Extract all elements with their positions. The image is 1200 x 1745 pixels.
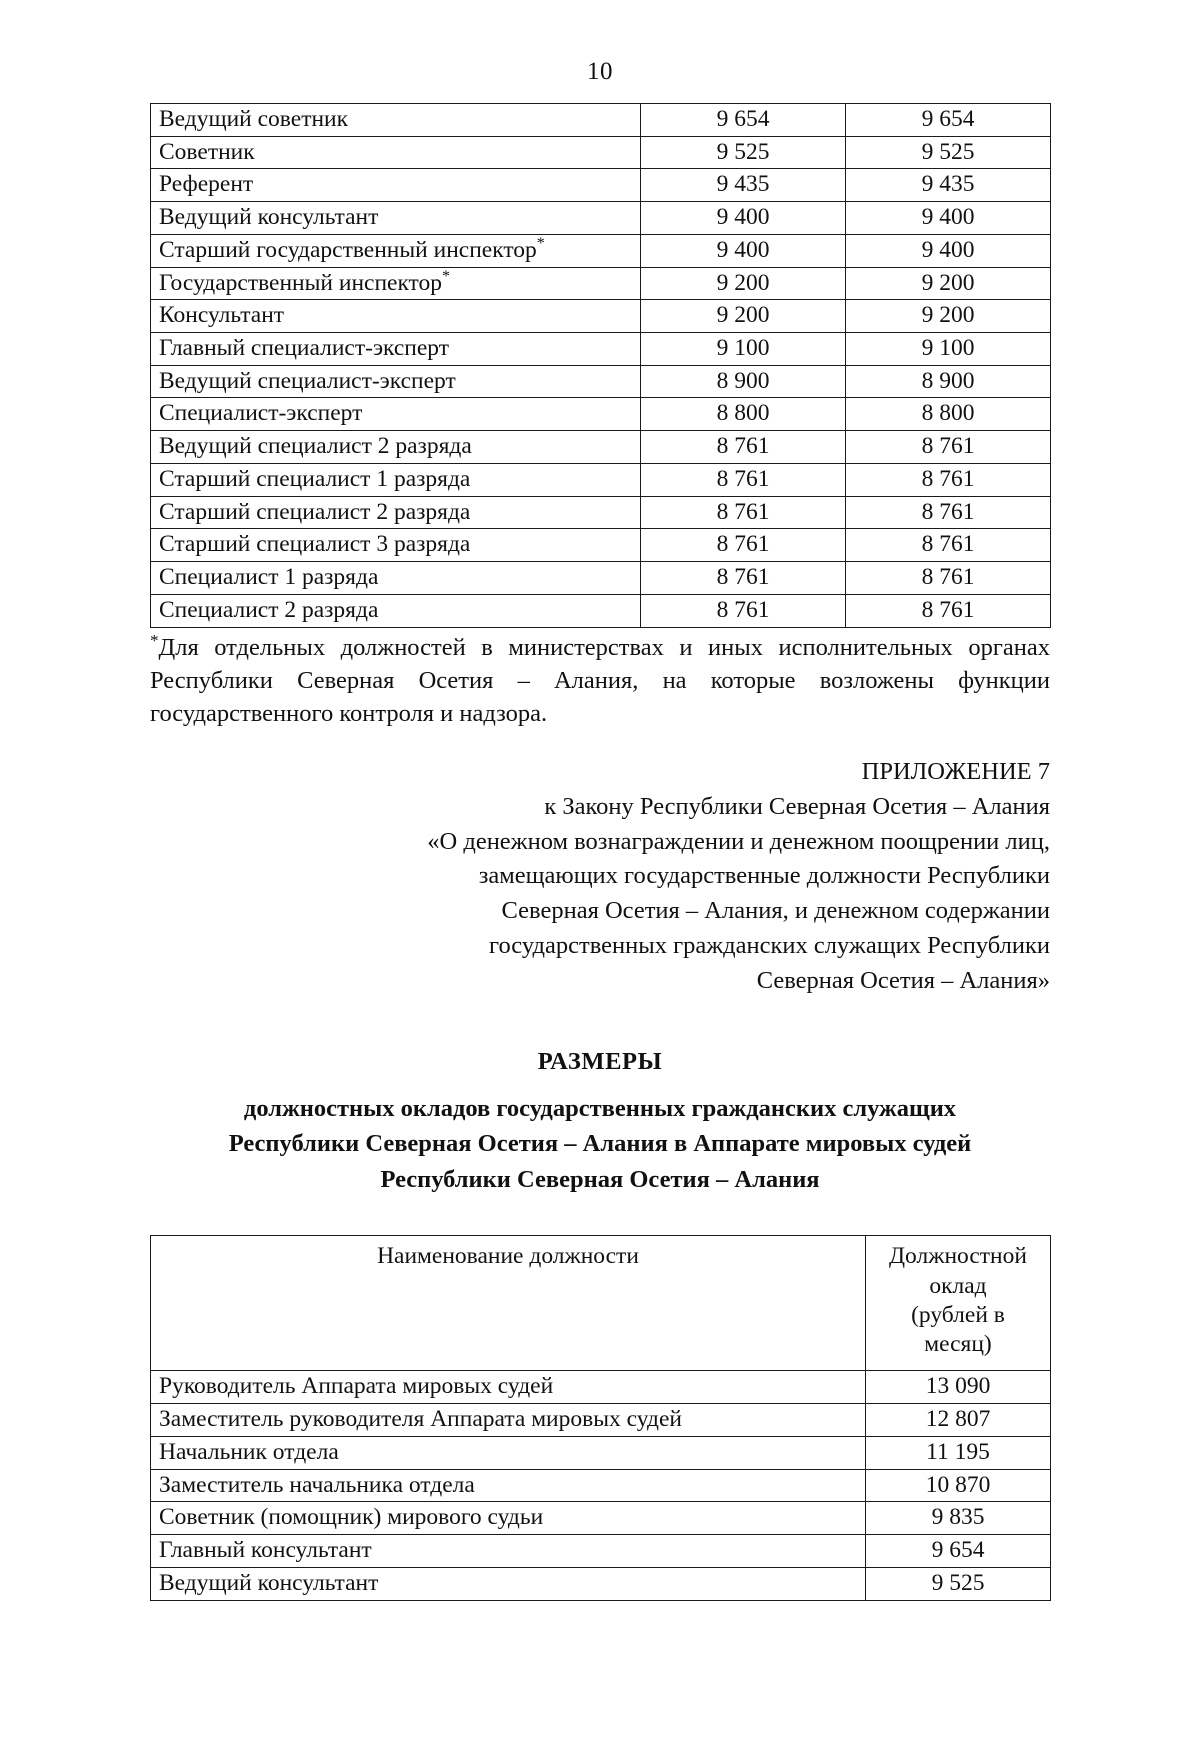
position-cell: Государственный инспектор*	[151, 267, 641, 300]
position-cell: Советник	[151, 136, 641, 169]
appendix-line: замещающих государственные должности Республики	[478, 862, 1050, 890]
position-cell: Старший специалист 3 разряда	[151, 529, 641, 562]
salary-value-cell-2: 9 200	[846, 300, 1051, 333]
table-row	[151, 333, 1051, 366]
column-header-salary-line: (рублей в	[911, 1301, 1005, 1328]
salary-value-cell-2: 8 761	[846, 529, 1051, 562]
magistrate-table-head	[151, 1236, 1051, 1371]
table-row	[151, 1535, 1051, 1568]
salary-value-cell-2: 9 200	[846, 267, 1051, 300]
salary-value-cell-1: 8 761	[641, 496, 846, 529]
column-header-salary-line: оклад	[929, 1272, 987, 1299]
table-row	[151, 365, 1051, 398]
table-row	[151, 136, 1051, 169]
footnote-marker: *	[150, 630, 159, 650]
position-cell: Начальник отдела	[151, 1436, 866, 1469]
salary-value-cell-2: 8 900	[846, 365, 1051, 398]
table-row	[151, 496, 1051, 529]
position-cell: Старший государственный инспектор*	[151, 234, 641, 267]
position-cell: Специалист 1 разряда	[151, 562, 641, 595]
position-cell: Советник (помощник) мирового судьи	[151, 1502, 866, 1535]
position-cell: Ведущий консультант	[151, 202, 641, 235]
title-subtitle-line: Республики Северная Осетия – Алания	[380, 1165, 820, 1193]
position-cell: Ведущий специалист 2 разряда	[151, 431, 641, 464]
salary-value-cell-1: 8 900	[641, 365, 846, 398]
salary-cell: 10 870	[866, 1469, 1051, 1502]
position-cell: Заместитель руководителя Аппарата мировых судей	[151, 1404, 866, 1437]
table-row	[151, 1436, 1051, 1469]
position-cell: Референт	[151, 169, 641, 202]
salary-value-cell-1: 9 200	[641, 300, 846, 333]
salary-cell: 12 807	[866, 1404, 1051, 1437]
salary-value-cell-2: 9 654	[846, 104, 1051, 137]
document-title-block	[150, 1044, 1050, 1197]
appendix-line: к Закону Республики Северная Осетия – Алания	[544, 792, 1050, 820]
salary-value-cell-2: 8 761	[846, 594, 1051, 627]
salary-cell: 13 090	[866, 1371, 1051, 1404]
position-cell: Ведущий консультант	[151, 1567, 866, 1600]
salary-cell: 9 654	[866, 1535, 1051, 1568]
table-row	[151, 398, 1051, 431]
salary-value-cell-1: 9 200	[641, 267, 846, 300]
salary-value-cell-1: 9 100	[641, 333, 846, 366]
position-cell: Специалист 2 разряда	[151, 594, 641, 627]
table-row	[151, 1469, 1051, 1502]
appendix-line: Северная Осетия – Алания, и денежном содержании	[501, 897, 1050, 925]
salary-value-cell-2: 8 761	[846, 463, 1051, 496]
title-subtitle-line: должностных окладов государственных гражданских служащих	[243, 1094, 957, 1122]
salary-value-cell-1: 8 761	[641, 594, 846, 627]
table-row	[151, 202, 1051, 235]
title-subtitle-line: Республики Северная Осетия – Алания в Аппарате мировых судей	[228, 1130, 972, 1158]
salary-value-cell-1: 8 761	[641, 529, 846, 562]
salary-value-cell-1: 8 761	[641, 463, 846, 496]
salary-value-cell-2: 9 100	[846, 333, 1051, 366]
table-row	[151, 234, 1051, 267]
position-cell: Заместитель начальника отдела	[151, 1469, 866, 1502]
table-row	[151, 267, 1051, 300]
salary-value-cell-1: 9 400	[641, 234, 846, 267]
position-cell: Специалист-эксперт	[151, 398, 641, 431]
column-header-salary-line: месяц)	[924, 1330, 992, 1357]
table-row	[151, 104, 1051, 137]
column-header-position: Наименование должности	[151, 1236, 866, 1371]
page-title: РАЗМЕРЫ	[537, 1048, 663, 1076]
salary-value-cell-1: 8 761	[641, 562, 846, 595]
salary-value-cell-2: 8 800	[846, 398, 1051, 431]
appendix-line: «О денежном вознаграждении и денежном поощрении лиц,	[427, 827, 1050, 855]
title-subtitle-lines	[150, 1091, 1050, 1198]
document-page	[0, 58, 1200, 1745]
footnote-paragraph	[150, 631, 1050, 731]
footnote-star-icon: *	[442, 267, 451, 285]
magistrate-salary-table	[150, 1235, 1051, 1600]
salary-value-cell-1: 8 761	[641, 431, 846, 464]
salary-table-body	[151, 104, 1051, 628]
magistrate-table-body	[151, 1371, 1051, 1600]
column-header-salary-line: Должностной	[889, 1243, 1027, 1270]
salary-value-cell-1: 8 800	[641, 398, 846, 431]
footnote-text: Для отдельных должностей в министерствах и иных исполнительных органах Республики Северная Осетия – Алания, на которые возложены функции государственного контроля и надзора.	[150, 633, 1050, 728]
salary-value-cell-2: 9 400	[846, 202, 1051, 235]
table-row	[151, 463, 1051, 496]
salary-value-cell-1: 9 525	[641, 136, 846, 169]
salary-value-cell-2: 9 525	[846, 136, 1051, 169]
position-cell: Руководитель Аппарата мировых судей	[151, 1371, 866, 1404]
salary-value-cell-1: 9 400	[641, 202, 846, 235]
table-row	[151, 1404, 1051, 1437]
position-cell: Консультант	[151, 300, 641, 333]
table-header-row	[151, 1236, 1051, 1371]
page-number: 10	[587, 58, 613, 85]
table-row	[151, 1567, 1051, 1600]
footnote-star-icon: *	[536, 235, 545, 253]
position-cell: Старший специалист 2 разряда	[151, 496, 641, 529]
position-cell: Главный консультант	[151, 1535, 866, 1568]
appendix-line: государственных гражданских служащих Республики	[489, 931, 1050, 959]
salary-cell: 11 195	[866, 1436, 1051, 1469]
salary-value-cell-1: 9 435	[641, 169, 846, 202]
salary-continuation-table	[150, 103, 1051, 628]
table-row	[151, 529, 1051, 562]
salary-value-cell-2: 8 761	[846, 496, 1051, 529]
table-row	[151, 431, 1051, 464]
table-row	[151, 169, 1051, 202]
table-row	[151, 1502, 1051, 1535]
salary-cell: 9 525	[866, 1567, 1051, 1600]
appendix-reference-block	[150, 755, 1050, 998]
appendix-line: Северная Осетия – Алания»	[756, 966, 1050, 994]
salary-value-cell-2: 8 761	[846, 431, 1051, 464]
position-cell: Главный специалист-эксперт	[151, 333, 641, 366]
appendix-number: ПРИЛОЖЕНИЕ 7	[861, 757, 1050, 785]
salary-value-cell-2: 8 761	[846, 562, 1051, 595]
salary-cell: 9 835	[866, 1502, 1051, 1535]
position-cell: Ведущий специалист-эксперт	[151, 365, 641, 398]
page-content	[150, 103, 1050, 1601]
table-row	[151, 594, 1051, 627]
position-cell: Старший специалист 1 разряда	[151, 463, 641, 496]
column-header-salary	[866, 1236, 1051, 1371]
salary-value-cell-2: 9 435	[846, 169, 1051, 202]
table-row	[151, 300, 1051, 333]
position-cell: Ведущий советник	[151, 104, 641, 137]
table-row	[151, 562, 1051, 595]
salary-value-cell-1: 9 654	[641, 104, 846, 137]
salary-value-cell-2: 9 400	[846, 234, 1051, 267]
table-row	[151, 1371, 1051, 1404]
